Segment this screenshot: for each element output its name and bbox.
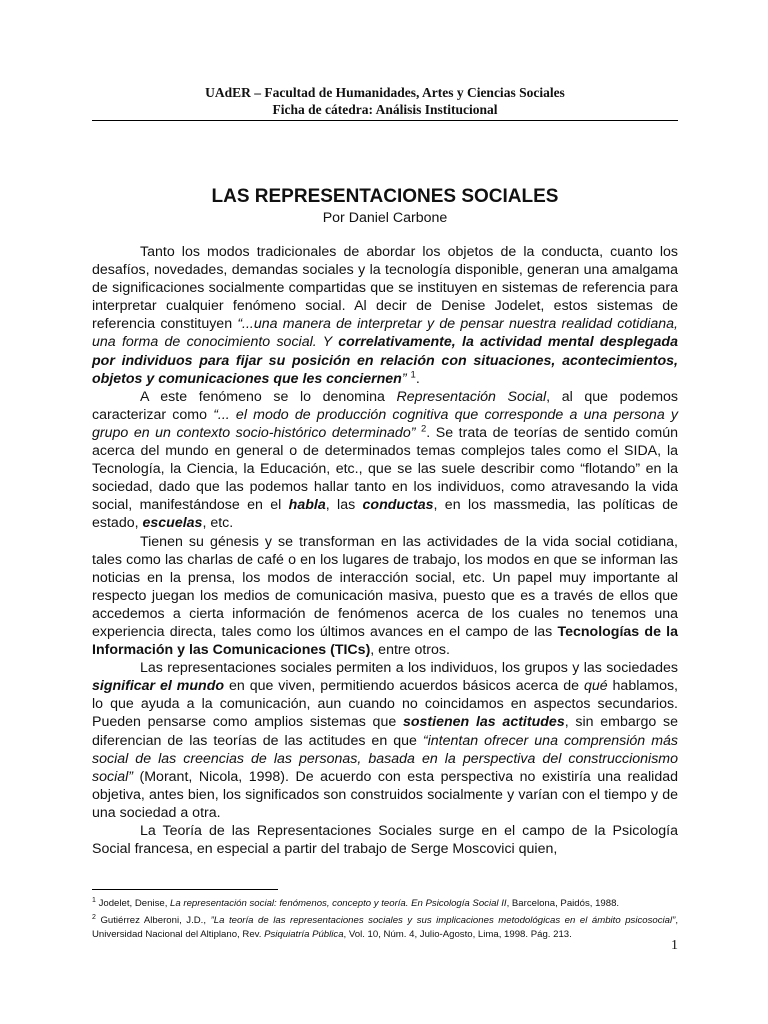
article-author: Por Daniel Carbone bbox=[322, 210, 448, 226]
paragraph-4 bbox=[92, 659, 678, 822]
p3-text: Tienen su génesis y se transforman en las actividades de la vida social cotidiana, tales como las charlas de café o en los lugares de trabajo, los modos en que se informan las noticias en la prensa, los modos de interacción social, etc. Un papel muy importante al respecto juegan los medios de comunicación masiva, puesto que es a través de ellos que accedemos a cierta información de fenómenos acerca de los cuales no tenemos una experiencia directa, tales como los últimos avances en el campo de las bbox=[92, 533, 678, 640]
footnote-text: , Universidad Nacional del Altiplano, Rev. bbox=[92, 915, 678, 941]
document-header bbox=[92, 84, 678, 118]
p2-text-b: , al que podemos caracterizar como bbox=[92, 388, 678, 423]
footnote-2 bbox=[92, 911, 678, 942]
article-title: LAS REPRESENTACIONES SOCIALES bbox=[211, 186, 559, 207]
header-course: Ficha de cátedra: Análisis Institucional bbox=[272, 102, 498, 117]
p4-text-c: hablamos, lo que ayuda a la comunicación, aun cuando no coincidamos en aspectos secundarios. Pueden pensarse como amplios sistemas que bbox=[92, 678, 678, 731]
p4-que: qué bbox=[583, 678, 608, 695]
footnotes bbox=[92, 894, 678, 942]
p2-text-c: . Se trata de teorías de sentido común acerca del mundo en general o de determinados temas complejos tales como el SIDA, la Tecnología, la Ciencia, la Educación, etc., que se las suele describir como “flotando” en la sociedad, dado que las podemos hallar tanto en los individuos, como atravesando la vida social, manifestándose en el bbox=[92, 424, 678, 514]
header-rule bbox=[92, 120, 678, 121]
footnote-title: ”La teoría de las representaciones sociales y sus implicaciones metodológicas en el ámbito psicosocial” bbox=[210, 915, 676, 927]
p2-quote: “... el modo de producción cognitiva que corresponde a una persona y grupo en un contexto socio-histórico determinado” bbox=[92, 406, 679, 441]
p3-tics: Tecnologías de la Información y las Comunicaciones (TICs) bbox=[92, 623, 678, 659]
p4-text-b: en que viven, permitiendo acuerdos básicos acerca de bbox=[224, 678, 584, 695]
footnote-number: 2 bbox=[92, 914, 96, 922]
p1-quote-close: ” bbox=[401, 370, 407, 387]
paragraph-3 bbox=[92, 533, 678, 660]
footnote-ref-1: 1 bbox=[410, 368, 416, 380]
p2-conductas: conductas bbox=[362, 497, 434, 514]
footnote-ref-2: 2 bbox=[420, 423, 427, 435]
article-body bbox=[92, 243, 678, 858]
p1-quote: “...una manera de interpretar y de pensar nuestra realidad cotidiana, una forma de conocimiento social. Y bbox=[92, 316, 678, 351]
footnote-text: , Vol. 10, Núm. 4, Julio-Agosto, Lima, 1998. Pág. 213. bbox=[343, 929, 572, 941]
footnote-text: Gutiérrez Alberoni, J.D., bbox=[95, 915, 211, 927]
footnote-rule bbox=[92, 889, 278, 890]
p2-text-f: , etc. bbox=[202, 515, 234, 532]
footnote-text: , Barcelona, Paidós, 1988. bbox=[506, 898, 620, 910]
footnote-journal: Psiquiatría Pública bbox=[264, 929, 344, 941]
paragraph-1 bbox=[92, 243, 678, 388]
paragraph-2 bbox=[92, 388, 678, 533]
header-institution: UAdER – Facultad de Humanidades, Artes y Ciencias Sociales bbox=[205, 85, 565, 100]
p4-text-e: (Morant, Nicola, 1998). De acuerdo con esta perspectiva no existiría una realidad objetiva, antes bien, los significados son construidos socialmente y varían con el tiempo y de una sociedad a otra. bbox=[92, 768, 678, 821]
p4-quote: “intentan ofrecer una comprensión más social de las creencias de las personas, basada en la perspectiva del construccionismo social” bbox=[92, 732, 678, 785]
p5-text: La Teoría de las Representaciones Sociales surge en el campo de la Psicología Social francesa, en especial a partir del trabajo de Serge Moscovici quien, bbox=[92, 823, 678, 858]
p3-text-b: , entre otros. bbox=[370, 642, 450, 659]
p2-text-e: , en los massmedia, las políticas de estado, bbox=[92, 497, 678, 532]
p1-end: . bbox=[415, 370, 420, 387]
p4-significar: significar el mundo bbox=[92, 678, 225, 695]
footnote-1 bbox=[92, 894, 678, 911]
p2-text-d: , las bbox=[325, 497, 363, 514]
page-number: 1 bbox=[671, 938, 678, 953]
p4-text: Las representaciones sociales permiten a los individuos, los grupos y las sociedades bbox=[140, 660, 678, 677]
p4-text-d: , sin embargo se diferencian de las teorías de las actitudes en que bbox=[92, 714, 679, 749]
p2-text: A este fenómeno se lo denomina bbox=[140, 388, 397, 405]
p2-escuelas: escuelas bbox=[142, 515, 203, 532]
footnote-text: Jodelet, Denise, bbox=[95, 898, 171, 910]
footnote-title: La representación social: fenómenos, concepto y teoría. En Psicología Social II bbox=[170, 898, 507, 910]
p4-sostienen: sostienen las actitudes bbox=[402, 714, 565, 731]
p1-text: Tanto los modos tradicionales de abordar los objetos de la conducta, cuanto los desafíos, novedades, demandas sociales y la tecnología disponible, generan una amalgama de significaciones socialmente compartidas que se instituyen en sistemas de referencia para interpretar cualquier fenómeno social. Al decir de Denise Jodelet, estos sistemas de referencia constituyen bbox=[92, 244, 678, 333]
footnote-number: 1 bbox=[92, 897, 96, 904]
p1-quote-bold: correlativamente, la actividad mental desplegada por individuos para fijar su posición en relación con situaciones, acontecimientos, objetos y comunicaciones que les conciernen bbox=[92, 334, 678, 387]
p2-term: Representación Social bbox=[396, 388, 547, 405]
paragraph-5 bbox=[92, 822, 678, 858]
p2-habla: habla bbox=[288, 497, 326, 514]
